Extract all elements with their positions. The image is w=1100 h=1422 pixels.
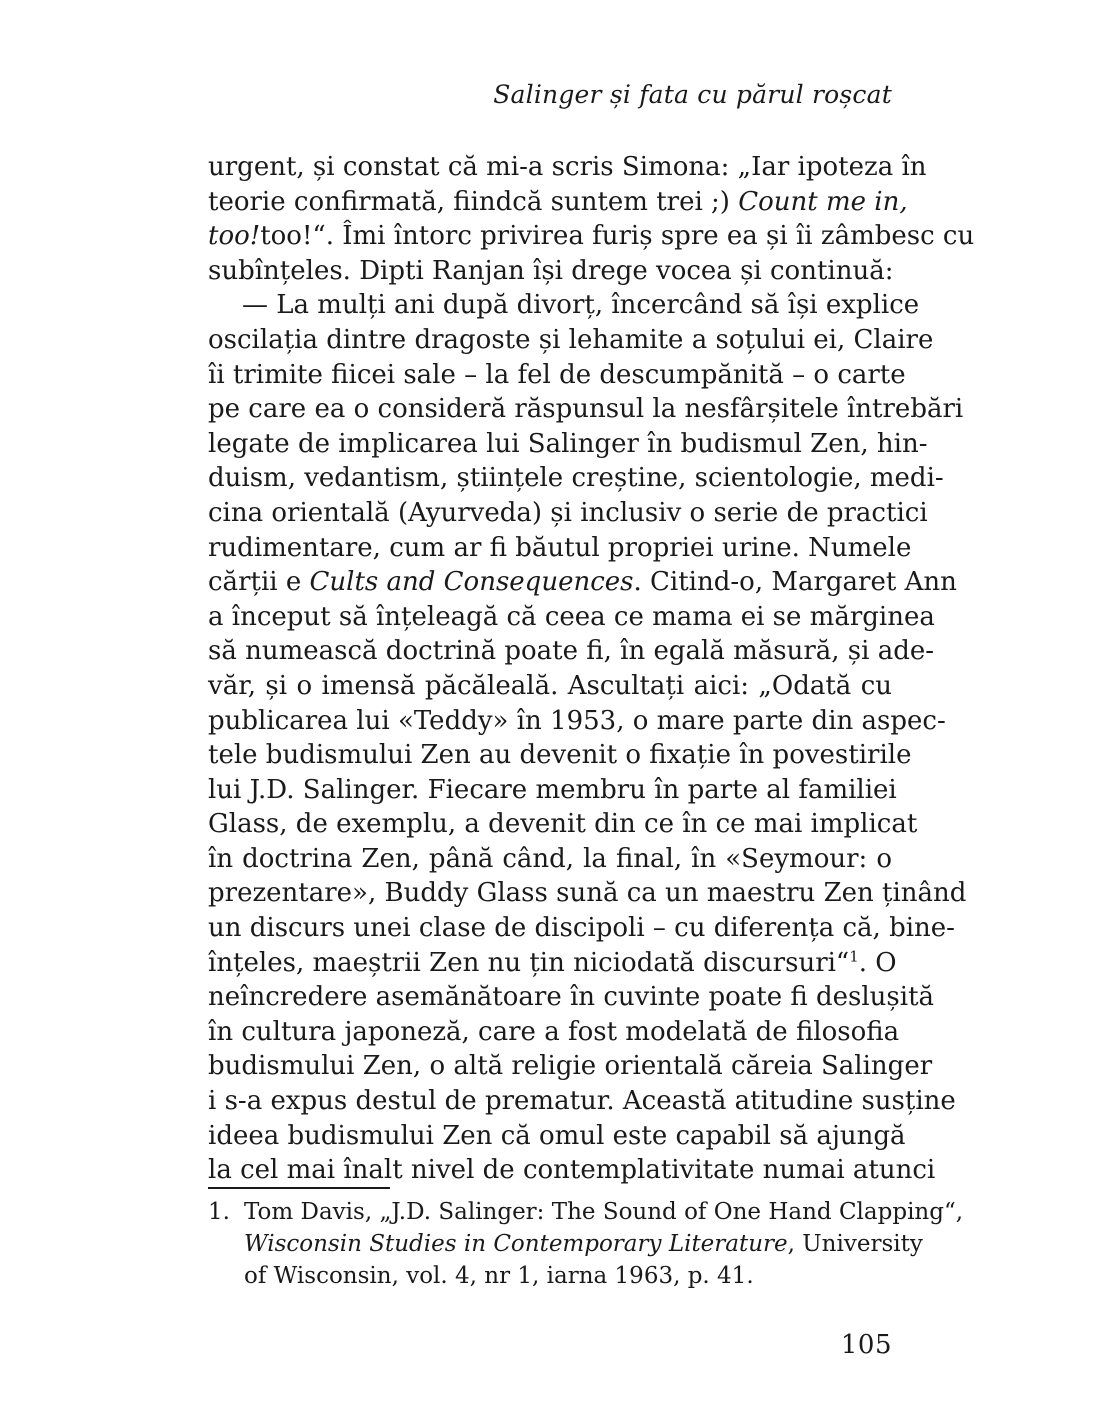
footnote-text: , University	[787, 1231, 923, 1257]
text-line: cina orientală (Ayurveda) și inclusiv o serie de practici	[208, 497, 928, 528]
text-line: să numească doctrină poate fi, în egală măsură, și ade-	[208, 636, 935, 667]
body-text	[208, 150, 975, 1188]
footnote-line	[208, 1196, 964, 1228]
footnote-number: 1.	[208, 1199, 230, 1225]
text-segment: too!“. Îmi întorc privirea furiș spre ea și îi zâmbesc cu	[260, 221, 975, 252]
italic-phrase: Count me in,	[738, 186, 908, 217]
text-line: — La mulți ani după divorț, încercând să își explice	[242, 290, 920, 321]
footnote-reference[interactable]: 1	[849, 947, 859, 965]
text-line: Glass, de exemplu, a devenit din ce în ce mai implicat	[208, 809, 918, 840]
footnote-line	[208, 1228, 923, 1260]
journal-title: Wisconsin Studies in Contemporary Literature	[244, 1231, 788, 1257]
footnotes	[208, 1196, 964, 1292]
text-line: i s-a expus destul de prematur. Această atitudine susține	[208, 1086, 956, 1117]
text-segment: teorie confirmată, fiindcă suntem trei ;)	[208, 186, 739, 217]
text-line: la cel mai înalt nivel de contemplativitate numai atunci	[208, 1155, 936, 1186]
text-line: subînțeles. Dipti Ranjan își drege vocea și continuă:	[208, 255, 894, 286]
text-line: urgent, și constat că mi-a scris Simona: „Iar ipoteza în	[208, 152, 927, 182]
text-line: pe care ea o consideră răspunsul la nesfârșitele întrebări	[208, 394, 964, 425]
text-line: văr, și o imensă păcăleală. Ascultați aici: „Odată cu	[208, 670, 892, 701]
text-line: tele budismului Zen au devenit o fixație în povestirile	[208, 740, 912, 771]
text-line: lui J.D. Salinger. Fiecare membru în parte al familiei	[208, 774, 897, 805]
text-line: a început să înțeleagă că ceea ce mama ei se mărginea	[208, 601, 935, 632]
text-line	[208, 565, 957, 600]
text-line	[208, 946, 897, 981]
text-segment: cărții e	[208, 567, 310, 598]
text-line: duism, vedantism, științele creștine, scientologie, medi-	[208, 463, 944, 494]
text-segment: . Citind-o, Margaret Ann	[633, 567, 957, 598]
text-line: rudimentare, cum ar fi băutul propriei urine. Numele	[208, 532, 912, 563]
running-header: Salinger și fata cu părul roșcat	[493, 80, 892, 109]
text-segment: înțeles, maeștrii Zen nu țin niciodată discursuri“	[208, 947, 850, 978]
text-line: în doctrina Zen, până când, la final, în «Seymour: o	[208, 843, 892, 874]
text-line: un discurs unei clase de discipoli – cu diferența că, bine-	[208, 913, 955, 944]
footnote-divider	[208, 1187, 390, 1189]
text-line: oscilația dintre dragoste și lehamite a soțului ei, Claire	[208, 324, 934, 355]
footnote-line: of Wisconsin, vol. 4, nr 1, iarna 1963, p. 41.	[244, 1263, 754, 1289]
text-segment: . O	[858, 947, 897, 978]
text-line: prezentare», Buddy Glass sună ca un maestru Zen ținând	[208, 878, 967, 909]
page-number: 105	[840, 1330, 892, 1360]
text-line: budismului Zen, o altă religie orientală căreia Salinger	[208, 1051, 933, 1082]
book-title: Cults and Consequences	[309, 567, 634, 598]
text-line: îi trimite fiicei sale – la fel de descumpănită – o carte	[208, 359, 906, 390]
text-line	[208, 219, 975, 254]
italic-phrase-end: too!	[208, 221, 261, 252]
text-line: publicarea lui «Teddy» în 1953, o mare parte din aspec-	[208, 705, 946, 736]
text-line	[208, 185, 908, 220]
text-line: ideea budismului Zen că omul este capabil să ajungă	[208, 1120, 906, 1151]
text-line: în cultura japoneză, care a fost modelată de filosofia	[208, 1016, 900, 1047]
text-line: neîncredere asemănătoare în cuvinte poate fi deslușită	[208, 982, 935, 1013]
text-line: legate de implicarea lui Salinger în budismul Zen, hin-	[208, 428, 928, 459]
footnote-text: Tom Davis, „J.D. Salinger: The Sound of One Hand Clapping“,	[244, 1199, 964, 1225]
